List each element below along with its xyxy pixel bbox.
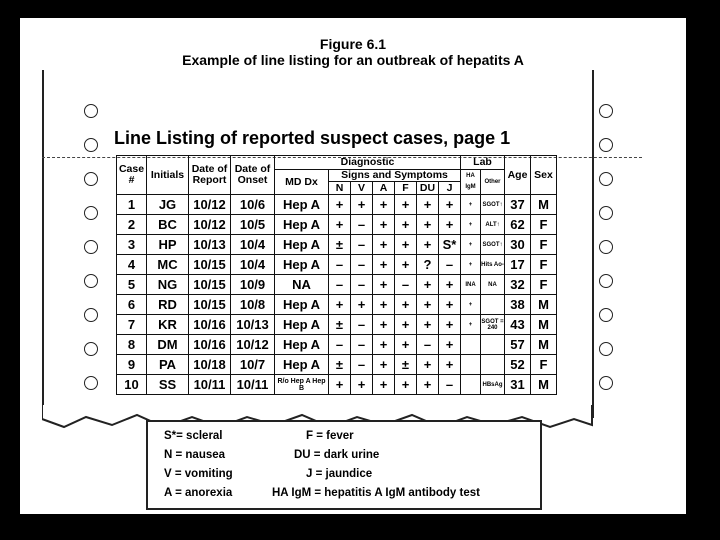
cell-f: – — [395, 275, 417, 295]
cell-report: 10/13 — [189, 235, 231, 255]
cell-j: + — [439, 215, 461, 235]
cell-a: + — [373, 235, 395, 255]
cell-age: 17 — [505, 255, 531, 275]
legend-fever: F = fever — [306, 430, 354, 442]
table-row — [117, 215, 557, 235]
cell-sex: M — [531, 195, 557, 215]
cell-onset: 10/4 — [231, 255, 275, 275]
cell-igm — [461, 335, 481, 355]
cell-igm — [461, 355, 481, 375]
cell-a: + — [373, 355, 395, 375]
cell-report: 10/16 — [189, 315, 231, 335]
cell-j: + — [439, 295, 461, 315]
cell-age: 37 — [505, 195, 531, 215]
punch-hole-left-icon — [84, 376, 98, 390]
cell-igm: + — [461, 295, 481, 315]
cell-dx: Hep A — [275, 195, 329, 215]
cell-du: + — [417, 295, 439, 315]
cell-du: + — [417, 215, 439, 235]
cell-sex: M — [531, 315, 557, 335]
cell-initials: HP — [147, 235, 189, 255]
cell-n: – — [329, 275, 351, 295]
punch-hole-left-icon — [84, 308, 98, 322]
cell-report: 10/18 — [189, 355, 231, 375]
cell-igm: + — [461, 235, 481, 255]
cell-sex: M — [531, 295, 557, 315]
cell-a: + — [373, 315, 395, 335]
punch-hole-right-icon — [599, 206, 613, 220]
punch-hole-right-icon — [599, 308, 613, 322]
cell-other: SGOT↑ — [481, 195, 505, 215]
header-md-dx: MD Dx — [275, 170, 329, 195]
cell-v: + — [351, 195, 373, 215]
cell-sex: M — [531, 335, 557, 355]
header-sym-v: V — [351, 182, 373, 195]
punch-hole-right-icon — [599, 172, 613, 186]
cell-a: + — [373, 335, 395, 355]
cell-age: 62 — [505, 215, 531, 235]
cell-case: 8 — [117, 335, 147, 355]
cell-du: + — [417, 375, 439, 395]
cell-igm — [461, 375, 481, 395]
cell-du: + — [417, 315, 439, 335]
legend-scleral: S*= scleral — [164, 430, 223, 442]
cell-initials: MC — [147, 255, 189, 275]
punch-hole-right-icon — [599, 376, 613, 390]
cell-report: 10/15 — [189, 255, 231, 275]
punch-hole-right-icon — [599, 138, 613, 152]
cell-j: + — [439, 275, 461, 295]
cell-du: + — [417, 355, 439, 375]
cell-onset: 10/13 — [231, 315, 275, 335]
cell-f: ± — [395, 355, 417, 375]
header-ha-igm: HA IgM — [461, 170, 481, 195]
header-sym-f: F — [395, 182, 417, 195]
cell-report: 10/15 — [189, 295, 231, 315]
cell-v: + — [351, 375, 373, 395]
punch-hole-left-icon — [84, 172, 98, 186]
cell-n: + — [329, 375, 351, 395]
punch-hole-right-icon — [599, 342, 613, 356]
cell-j: – — [439, 375, 461, 395]
cell-sex: F — [531, 235, 557, 255]
cell-onset: 10/8 — [231, 295, 275, 315]
cell-age: 52 — [505, 355, 531, 375]
cell-dx: Hep A — [275, 335, 329, 355]
cell-dx: Hep A — [275, 315, 329, 335]
cell-other — [481, 355, 505, 375]
legend-ha-igm: HA IgM = hepatitis A IgM antibody test — [272, 487, 480, 499]
figure-caption: Example of line listing for an outbreak of hepatits A — [182, 52, 524, 68]
legend-jaundice: J = jaundice — [306, 468, 373, 480]
header-other: Other — [481, 170, 505, 195]
cell-v: – — [351, 355, 373, 375]
cell-sex: F — [531, 215, 557, 235]
cell-other: Hits Ao- — [481, 255, 505, 275]
cell-a: + — [373, 255, 395, 275]
header-diagnostic: Diagnostic — [275, 156, 461, 170]
table-row — [117, 315, 557, 335]
cell-onset: 10/7 — [231, 355, 275, 375]
cell-sex: F — [531, 255, 557, 275]
cell-j: – — [439, 255, 461, 275]
cell-j: + — [439, 355, 461, 375]
table-row — [117, 195, 557, 215]
cell-initials: KR — [147, 315, 189, 335]
cell-sex: M — [531, 375, 557, 395]
cell-case: 4 — [117, 255, 147, 275]
cell-age: 57 — [505, 335, 531, 355]
cell-age: 43 — [505, 315, 531, 335]
punch-hole-right-icon — [599, 240, 613, 254]
cell-dx: Hep A — [275, 295, 329, 315]
cell-other: SGOT↑ — [481, 235, 505, 255]
cell-dx: NA — [275, 275, 329, 295]
cell-initials: DM — [147, 335, 189, 355]
cell-n: ± — [329, 315, 351, 335]
legend-vomiting: V = vomiting — [164, 468, 233, 480]
cell-case: 7 — [117, 315, 147, 335]
cell-case: 10 — [117, 375, 147, 395]
cell-igm: + — [461, 215, 481, 235]
cell-case: 3 — [117, 235, 147, 255]
cell-v: – — [351, 255, 373, 275]
header-date-onset: Date of Onset — [231, 156, 275, 195]
cell-v: – — [351, 315, 373, 335]
table-row — [117, 275, 557, 295]
cell-onset: 10/6 — [231, 195, 275, 215]
cell-j: + — [439, 315, 461, 335]
header-sym-n: N — [329, 182, 351, 195]
line-listing-table — [116, 155, 557, 395]
cell-a: + — [373, 215, 395, 235]
cell-v: – — [351, 335, 373, 355]
sheet-title: Line Listing of reported suspect cases, page 1 — [114, 128, 511, 148]
cell-report: 10/16 — [189, 335, 231, 355]
cell-dx: Hep A — [275, 355, 329, 375]
cell-v: – — [351, 275, 373, 295]
cell-n: – — [329, 335, 351, 355]
header-sym-j: J — [439, 182, 461, 195]
cell-sex: F — [531, 355, 557, 375]
header-sym-du: DU — [417, 182, 439, 195]
cell-du: + — [417, 275, 439, 295]
cell-other: NA — [481, 275, 505, 295]
cell-other: HBsAg — [481, 375, 505, 395]
cell-a: + — [373, 195, 395, 215]
figure-label: Figure 6.1 — [319, 36, 387, 52]
cell-n: + — [329, 215, 351, 235]
header-date-report: Date of Report — [189, 156, 231, 195]
cell-dx: Hep A — [275, 235, 329, 255]
cell-n: ± — [329, 235, 351, 255]
header-case: Case # — [117, 156, 147, 195]
cell-other — [481, 295, 505, 315]
cell-initials: NG — [147, 275, 189, 295]
cell-initials: BC — [147, 215, 189, 235]
table-row — [117, 255, 557, 275]
legend-box — [146, 420, 542, 510]
punch-hole-left-icon — [84, 274, 98, 288]
cell-j: + — [439, 195, 461, 215]
cell-n: – — [329, 255, 351, 275]
header-initials: Initials — [147, 156, 189, 195]
cell-a: + — [373, 275, 395, 295]
cell-initials: SS — [147, 375, 189, 395]
cell-case: 2 — [117, 215, 147, 235]
cell-report: 10/11 — [189, 375, 231, 395]
cell-f: + — [395, 235, 417, 255]
cell-report: 10/15 — [189, 275, 231, 295]
table-row — [117, 235, 557, 255]
cell-other: SGOT = 240 — [481, 315, 505, 335]
punch-hole-left-icon — [84, 342, 98, 356]
cell-initials: PA — [147, 355, 189, 375]
cell-a: + — [373, 295, 395, 315]
cell-case: 6 — [117, 295, 147, 315]
cell-v: – — [351, 215, 373, 235]
cell-f: + — [395, 375, 417, 395]
cell-n: + — [329, 195, 351, 215]
cell-f: + — [395, 335, 417, 355]
cell-dx: Hep A — [275, 255, 329, 275]
punch-hole-left-icon — [84, 240, 98, 254]
cell-initials: JG — [147, 195, 189, 215]
cell-f: + — [395, 295, 417, 315]
table-row — [117, 355, 557, 375]
cell-other: ALT↑ — [481, 215, 505, 235]
cell-j: + — [439, 335, 461, 355]
cell-du: – — [417, 335, 439, 355]
cell-case: 1 — [117, 195, 147, 215]
cell-f: + — [395, 315, 417, 335]
cell-onset: 10/12 — [231, 335, 275, 355]
legend-dark-urine: DU = dark urine — [294, 449, 380, 461]
cell-onset: 10/5 — [231, 215, 275, 235]
cell-n: ± — [329, 355, 351, 375]
cell-j: S* — [439, 235, 461, 255]
cell-f: + — [395, 255, 417, 275]
punch-hole-left-icon — [84, 104, 98, 118]
cell-report: 10/12 — [189, 215, 231, 235]
legend-anorexia: A = anorexia — [164, 487, 233, 499]
cell-f: + — [395, 195, 417, 215]
cell-report: 10/12 — [189, 195, 231, 215]
punch-hole-right-icon — [599, 104, 613, 118]
cell-v: – — [351, 235, 373, 255]
header-age: Age — [505, 156, 531, 195]
legend-nausea: N = nausea — [164, 449, 226, 461]
cell-case: 9 — [117, 355, 147, 375]
cell-onset: 10/11 — [231, 375, 275, 395]
punch-hole-left-icon — [84, 206, 98, 220]
cell-dx: Hep A — [275, 215, 329, 235]
cell-dx: R/o Hep A Hep B — [275, 375, 329, 395]
table-row — [117, 335, 557, 355]
cell-igm: INA — [461, 275, 481, 295]
cell-du: + — [417, 195, 439, 215]
cell-du: + — [417, 235, 439, 255]
cell-f: + — [395, 215, 417, 235]
cell-igm: + — [461, 315, 481, 335]
cell-du: ? — [417, 255, 439, 275]
cell-initials: RD — [147, 295, 189, 315]
table-row — [117, 375, 557, 395]
cell-igm: + — [461, 195, 481, 215]
cell-age: 31 — [505, 375, 531, 395]
cell-age: 30 — [505, 235, 531, 255]
cell-v: + — [351, 295, 373, 315]
cell-other — [481, 335, 505, 355]
cell-onset: 10/9 — [231, 275, 275, 295]
punch-hole-left-icon — [84, 138, 98, 152]
cell-n: + — [329, 295, 351, 315]
header-signs-symptoms: Signs and Symptoms — [329, 170, 461, 182]
header-sym-a: A — [373, 182, 395, 195]
cell-igm: + — [461, 255, 481, 275]
cell-onset: 10/4 — [231, 235, 275, 255]
cell-sex: F — [531, 275, 557, 295]
cell-a: + — [373, 375, 395, 395]
header-sex: Sex — [531, 156, 557, 195]
table-row — [117, 295, 557, 315]
cell-age: 32 — [505, 275, 531, 295]
cell-age: 38 — [505, 295, 531, 315]
punch-hole-right-icon — [599, 274, 613, 288]
header-lab: Lab — [461, 156, 505, 170]
cell-case: 5 — [117, 275, 147, 295]
